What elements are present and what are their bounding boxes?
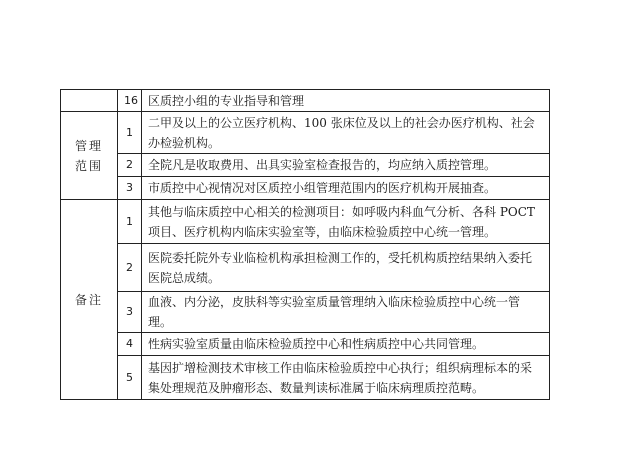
item-number: 1 (118, 200, 142, 244)
table-row (61, 154, 550, 177)
item-text: 基因扩增检测技术审核工作由临床检验质控中心执行；组织病理标本的采集处理规范及肿瘤形态、数量判读标准属于临床病理质控范畴。 (142, 356, 550, 400)
item-text: 二甲及以上的公立医疗机构、100 张床位及以上的社会办医疗机构、社会办检验机构。 (142, 112, 550, 154)
item-number: 2 (118, 154, 142, 177)
item-text: 区质控小组的专业指导和管理 (142, 90, 550, 112)
item-text: 性病实验室质量由临床检验质控中心和性病质控中心共同管理。 (142, 333, 550, 356)
category-label-line: 备注 (74, 292, 103, 307)
category-management-scope (61, 112, 118, 200)
table-row (61, 244, 550, 292)
item-text: 血液、内分泌，皮肤科等实验室质量管理纳入临床检验质控中心统一管理。 (142, 292, 550, 333)
table-row (61, 292, 550, 333)
table-row (61, 90, 550, 112)
item-text: 其他与临床质控中心相关的检测项目：如呼吸内科血气分析、各科 POCT 项目、医疗机构内临床实验室等，由临床检验质控中心统一管理。 (142, 200, 550, 244)
table-row (61, 200, 550, 244)
item-number: 1 (118, 112, 142, 154)
table-row (61, 112, 550, 154)
item-number: 4 (118, 333, 142, 356)
category-label-line: 管理 (74, 138, 103, 153)
item-number: 16 (118, 90, 142, 112)
table-row (61, 356, 550, 400)
category-label-line: 范围 (74, 158, 103, 173)
item-text: 医院委托院外专业临检机构承担检测工作的，受托机构质控结果纳入委托医院总成绩。 (142, 244, 550, 292)
category-remarks (61, 200, 118, 400)
regulation-table (60, 89, 550, 400)
item-text: 市质控中心视情况对区质控小组管理范围内的医疗机构开展抽查。 (142, 177, 550, 200)
table-row (61, 333, 550, 356)
item-number: 2 (118, 244, 142, 292)
item-number: 3 (118, 177, 142, 200)
item-number: 3 (118, 292, 142, 333)
category-cell-empty (61, 90, 118, 112)
table-row (61, 177, 550, 200)
item-text: 全院凡是收取费用、出具实验室检查报告的，均应纳入质控管理。 (142, 154, 550, 177)
item-number: 5 (118, 356, 142, 400)
